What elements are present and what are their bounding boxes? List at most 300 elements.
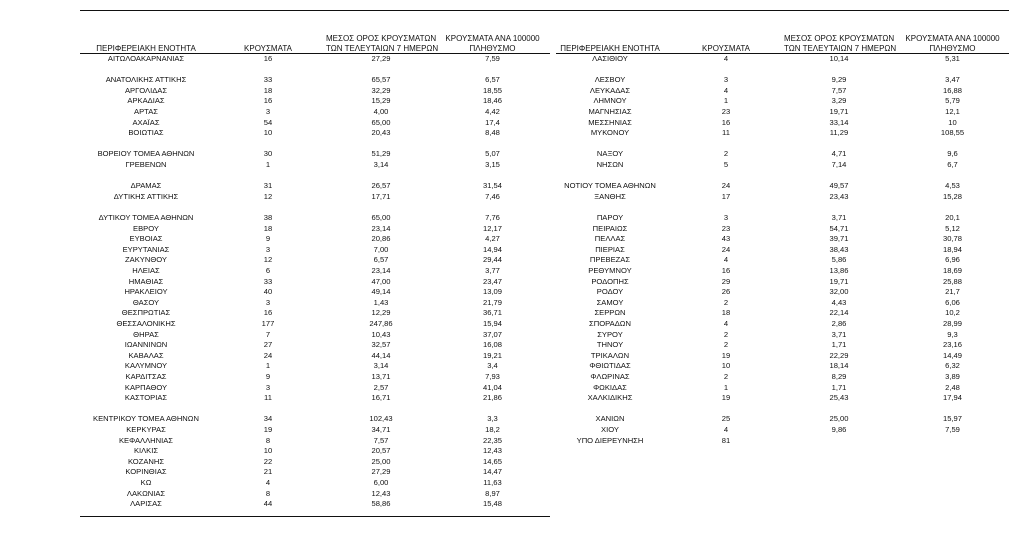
region-cell: ΤΗΝΟΥ	[596, 340, 624, 350]
avg-cell: 65,00	[371, 117, 391, 127]
cases-cell: 10	[263, 128, 273, 138]
region-cell: ΗΡΑΚΛΕΙΟΥ	[124, 287, 168, 297]
avg-cell: 247,86	[369, 319, 393, 328]
cases-cell: 4	[723, 255, 729, 265]
cases-cell: 18	[263, 223, 273, 233]
region-cell: ΚΟΡΙΝΘΙΑΣ	[125, 467, 167, 477]
region-cell: ΗΜΑΘΙΑΣ	[128, 276, 164, 286]
per-cell: 37,07	[482, 329, 502, 339]
per-cell: 25,88	[942, 276, 962, 286]
avg-cell: 23,14	[371, 223, 391, 233]
per-cell: 6,32	[945, 361, 960, 371]
region-cell: ΠΕΙΡΑΙΩΣ	[592, 223, 628, 233]
cases-cell: 33	[263, 276, 273, 286]
cases-cell: 33	[263, 75, 273, 85]
region-cell: ΧΑΛΚΙΔΙΚΗΣ	[587, 393, 633, 403]
avg-cell: 38,43	[829, 244, 849, 254]
table-row	[0, 297, 1018, 308]
region-cell: ΔΥΤΙΚΗΣ ΑΤΤΙΚΗΣ	[113, 191, 179, 201]
table-row	[0, 53, 1018, 64]
cases-cell: 4	[265, 478, 271, 487]
region-cell: ΡΟΔΟΠΗΣ	[591, 276, 629, 286]
table-row	[0, 223, 1018, 234]
avg-cell: 12,43	[371, 488, 391, 498]
region-cell: ΑΙΤΩΛΟΑΚΑΡΝΑΝΙΑΣ	[107, 54, 185, 63]
region-cell: ΓΡΕΒΕΝΩΝ	[125, 160, 167, 169]
per-cell: 18,69	[942, 266, 962, 275]
cases-cell: 2	[723, 372, 729, 381]
per-cell: 7,76	[485, 213, 500, 222]
per-cell: 15,97	[942, 414, 962, 424]
avg-cell: 3,71	[831, 329, 847, 339]
avg-cell: 65,57	[371, 75, 391, 85]
per-cell: 41,04	[482, 382, 502, 392]
avg-cell: 65,00	[371, 213, 391, 222]
per-cell: 10	[948, 117, 957, 127]
per-cell: 18,46	[482, 96, 502, 106]
per-cell: 17,94	[942, 393, 962, 403]
cases-cell: 16	[721, 117, 731, 127]
cases-cell: 8	[265, 488, 271, 498]
table-row	[0, 488, 1018, 499]
region-cell: ΘΕΣΠΡΩΤΙΑΣ	[121, 308, 171, 318]
cases-cell: 3	[265, 297, 271, 307]
region-cell: ΗΛΕΙΑΣ	[132, 266, 160, 275]
table-row	[0, 254, 1018, 265]
avg-cell: 17,71	[371, 191, 391, 201]
cases-cell: 24	[721, 244, 731, 254]
region-cell: ΚΙΛΚΙΣ	[133, 446, 159, 456]
region-cell: ΤΡΙΚΑΛΩΝ	[590, 350, 630, 360]
avg-cell: 6,00	[373, 478, 389, 487]
region-cell: ΑΝΑΤΟΛΙΚΗΣ ΑΤΤΙΚΗΣ	[105, 75, 187, 85]
table-row	[0, 85, 1018, 96]
per-cell: 10,2	[945, 308, 960, 318]
avg-cell: 44,14	[371, 350, 391, 360]
table-row	[0, 360, 1018, 371]
region-cell: ΛΕΣΒΟΥ	[594, 75, 626, 85]
cases-cell: 17	[721, 191, 731, 201]
per-cell: 12,43	[482, 446, 502, 456]
per-cell: 16,08	[482, 340, 502, 350]
table-row	[0, 307, 1018, 318]
per-cell: 31,54	[482, 181, 502, 191]
region-cell: ΑΡΓΟΛΙΔΑΣ	[124, 85, 168, 95]
cases-cell: 19	[263, 425, 273, 434]
table-row	[0, 180, 1018, 191]
cases-cell: 43	[721, 234, 731, 244]
region-cell: ΙΩΑΝΝΙΝΩΝ	[124, 340, 168, 350]
bottom-rule-left	[80, 516, 550, 517]
avg-cell: 3,14	[373, 361, 389, 371]
avg-cell: 27,29	[371, 54, 391, 63]
avg-cell: 49,14	[371, 287, 391, 297]
header-avg-right	[784, 34, 897, 53]
region-cell: ΝΑΞΟΥ	[596, 149, 624, 159]
per-cell: 14,47	[482, 467, 502, 477]
per-cell: 12,17	[482, 223, 502, 233]
per-cell: 16,88	[942, 85, 962, 95]
per-cell: 5,31	[945, 54, 960, 63]
cases-cell: 6	[265, 266, 271, 275]
cases-cell: 3	[723, 213, 729, 222]
table-row	[0, 424, 1018, 435]
cases-cell: 12	[263, 255, 273, 265]
table-row	[0, 498, 1018, 509]
avg-cell: 3,71	[831, 213, 847, 222]
avg-cell: 4,71	[831, 149, 847, 159]
table-row	[0, 456, 1018, 467]
avg-cell: 23,14	[371, 266, 391, 275]
region-cell: ΘΑΣΟΥ	[132, 297, 160, 307]
region-cell: ΛΑΚΩΝΙΑΣ	[126, 488, 166, 498]
table-row	[0, 106, 1018, 117]
per-cell: 21,79	[482, 297, 502, 307]
cases-cell: 21	[263, 467, 273, 477]
region-cell: ΚΑΣΤΟΡΙΑΣ	[124, 393, 168, 403]
table-row	[0, 127, 1018, 138]
region-cell: ΑΡΚΑΔΙΑΣ	[127, 96, 165, 106]
avg-cell: 25,43	[829, 393, 849, 403]
avg-cell: 16,71	[371, 393, 391, 403]
avg-cell: 8,29	[831, 372, 847, 381]
region-cell: ΔΡΑΜΑΣ	[130, 181, 162, 191]
region-cell: ΛΗΜΝΟΥ	[593, 96, 627, 106]
header-per-line2: ΠΛΗΘΥΣΜΟ	[929, 43, 976, 53]
avg-cell: 2,86	[831, 319, 847, 328]
header-cases-text: ΚΡΟΥΣΜΑΤΑ	[702, 44, 750, 53]
table-row	[0, 233, 1018, 244]
region-cell: ΚΑΒΑΛΑΣ	[128, 350, 164, 360]
region-cell: ΦΩΚΙΔΑΣ	[593, 382, 627, 392]
region-cell: ΠΑΡΟΥ	[596, 213, 624, 222]
region-cell: ΞΑΝΘΗΣ	[594, 191, 626, 201]
avg-cell: 32,29	[371, 85, 391, 95]
cases-cell: 10	[263, 446, 273, 456]
region-cell: ΚΟΖΑΝΗΣ	[127, 456, 165, 466]
avg-cell: 32,00	[829, 287, 849, 297]
cases-cell: 2	[723, 297, 729, 307]
region-cell: ΑΧΑΪΑΣ	[132, 117, 160, 127]
per-cell: 2,48	[945, 382, 960, 392]
per-cell: 7,59	[945, 425, 960, 434]
avg-cell: 58,86	[371, 499, 391, 509]
cases-cell: 4	[723, 425, 729, 434]
per-cell: 18,2	[485, 425, 500, 434]
region-cell: ΡΟΔΟΥ	[596, 287, 624, 297]
per-cell: 18,55	[482, 85, 502, 95]
cases-cell: 1	[723, 96, 729, 106]
cases-cell: 4	[723, 85, 729, 95]
avg-cell: 27,29	[371, 467, 391, 477]
cases-cell: 5	[723, 160, 729, 169]
cases-cell: 81	[721, 435, 731, 445]
cases-cell: 22	[263, 456, 273, 466]
table-row	[0, 148, 1018, 159]
avg-cell: 33,14	[829, 117, 849, 127]
cases-cell: 3	[265, 107, 271, 116]
header-avg-line2: ΤΩΝ ΤΕΛΕΥΤΑΙΩΝ 7 ΗΜΕΡΩΝ	[326, 43, 439, 53]
region-cell: ΚΑΡΠΑΘΟΥ	[124, 382, 168, 392]
region-cell: ΔΥΤΙΚΟΥ ΤΟΜΕΑ ΑΘΗΝΩΝ	[98, 213, 194, 222]
header-per-left	[440, 34, 545, 53]
table-row	[0, 339, 1018, 350]
cases-cell: 177	[261, 319, 275, 328]
per-cell: 4,53	[945, 181, 960, 191]
cases-cell: 2	[723, 329, 729, 339]
table-row	[0, 74, 1018, 85]
avg-cell: 51,29	[371, 149, 391, 159]
cases-cell: 16	[721, 266, 731, 275]
per-cell: 17,4	[485, 117, 500, 127]
cases-cell: 27	[263, 340, 273, 350]
avg-cell: 13,71	[371, 372, 391, 381]
table-row	[0, 392, 1018, 403]
per-cell: 7,93	[485, 372, 500, 381]
table-row	[0, 117, 1018, 128]
table-row	[0, 445, 1018, 456]
header-avg-line1: ΜΕΣΟΣ ΟΡΟΣ ΚΡΟΥΣΜΑΤΩΝ	[326, 34, 437, 43]
table-row	[0, 318, 1018, 329]
region-cell: ΛΕΥΚΑΔΑΣ	[589, 85, 631, 95]
per-cell: 19,21	[482, 350, 502, 360]
cases-cell: 19	[721, 350, 731, 360]
cases-cell: 31	[263, 181, 273, 191]
per-cell: 3,89	[945, 372, 960, 381]
avg-cell: 7,00	[373, 244, 389, 254]
cases-cell: 10	[721, 361, 731, 371]
avg-cell: 18,14	[829, 361, 849, 371]
per-cell: 5,12	[945, 223, 960, 233]
per-cell: 13,09	[482, 287, 502, 297]
avg-cell: 1,43	[373, 297, 389, 307]
per-cell: 7,59	[485, 54, 500, 63]
table-row	[0, 350, 1018, 361]
cases-cell: 44	[263, 499, 273, 509]
per-cell: 36,71	[482, 308, 502, 318]
cases-cell: 34	[263, 414, 273, 424]
per-cell: 22,35	[482, 435, 502, 445]
cases-cell: 26	[721, 287, 731, 297]
avg-cell: 10,14	[829, 54, 849, 63]
avg-cell: 4,00	[373, 107, 389, 116]
region-cell: ΛΑΡΙΣΑΣ	[130, 499, 162, 509]
per-cell: 28,99	[942, 319, 962, 328]
avg-cell: 1,71	[831, 340, 847, 350]
per-cell: 8,48	[485, 128, 500, 138]
cases-cell: 30	[263, 149, 273, 159]
region-cell: ΠΕΛΛΑΣ	[594, 234, 626, 244]
per-cell: 3,15	[485, 160, 500, 169]
header-region-text: ΠΕΡΙΦΕΡΕΙΑΚΗ ΕΝΟΤΗΤΑ	[560, 44, 660, 53]
region-cell: ΦΛΩΡΙΝΑΣ	[590, 372, 630, 381]
region-cell: ΚΕΦΑΛΛΗΝΙΑΣ	[118, 435, 174, 445]
cases-cell: 8	[265, 435, 271, 445]
avg-cell: 2,57	[373, 382, 389, 392]
per-cell: 9,6	[947, 149, 958, 159]
header-per-line2: ΠΛΗΘΥΣΜΟ	[469, 43, 516, 53]
region-cell: ΠΙΕΡΙΑΣ	[595, 244, 625, 254]
per-cell: 5,79	[945, 96, 960, 106]
per-cell: 6,7	[947, 160, 958, 169]
table-row	[0, 413, 1018, 424]
region-cell: ΣΕΡΡΩΝ	[594, 308, 626, 318]
cases-cell: 1	[265, 160, 271, 169]
cases-cell: 9	[265, 234, 271, 244]
table-row	[0, 329, 1018, 340]
avg-cell: 4,43	[831, 297, 847, 307]
cases-cell: 4	[723, 319, 729, 328]
per-cell: 5,07	[485, 149, 500, 159]
per-cell: 18,94	[942, 244, 962, 254]
cases-cell: 4	[723, 54, 729, 63]
per-cell: 30,78	[942, 234, 962, 244]
cases-cell: 11	[722, 128, 730, 138]
region-cell: ΜΥΚΟΝΟΥ	[590, 128, 630, 138]
cases-cell: 23	[721, 223, 731, 233]
per-cell: 15,94	[482, 319, 502, 328]
per-cell: 6,96	[945, 255, 960, 265]
cases-cell: 16	[263, 96, 273, 106]
table-row	[0, 212, 1018, 223]
avg-cell: 22,29	[829, 350, 849, 360]
per-cell: 3,47	[945, 75, 960, 85]
region-cell: ΝΟΤΙΟΥ ΤΟΜΕΑ ΑΘΗΝΩΝ	[564, 181, 656, 191]
cases-cell: 29	[721, 276, 731, 286]
cases-cell: 16	[263, 54, 273, 63]
per-cell: 14,49	[942, 350, 962, 360]
per-cell: 6,57	[485, 75, 500, 85]
per-cell: 20,1	[945, 213, 960, 222]
per-cell: 3,3	[487, 414, 498, 424]
cases-cell: 1	[265, 361, 271, 371]
avg-cell: 3,29	[831, 96, 847, 106]
per-cell: 23,47	[482, 276, 502, 286]
avg-cell: 26,57	[371, 181, 391, 191]
avg-cell: 19,71	[829, 107, 849, 116]
per-cell: 108,55	[940, 128, 965, 138]
avg-cell: 54,71	[829, 223, 849, 233]
per-cell: 23,16	[942, 340, 962, 350]
avg-cell: 23,43	[829, 191, 849, 201]
table-row	[0, 276, 1018, 287]
cases-cell: 18	[721, 308, 731, 318]
table-row	[0, 466, 1018, 477]
region-cell: ΣΑΜΟΥ	[596, 297, 624, 307]
cases-cell: 7	[265, 329, 271, 339]
region-cell: ΕΥΒΟΙΑΣ	[129, 234, 163, 244]
avg-cell: 15,29	[371, 96, 391, 106]
avg-cell: 102,43	[369, 414, 393, 424]
region-cell: ΧΙΟΥ	[601, 425, 619, 434]
cases-cell: 12	[263, 191, 273, 201]
cases-cell: 25	[721, 414, 731, 424]
cases-cell: 24	[721, 181, 731, 191]
header-avg-line2: ΤΩΝ ΤΕΛΕΥΤΑΙΩΝ 7 ΗΜΕΡΩΝ	[784, 43, 897, 53]
avg-cell: 5,86	[831, 255, 847, 265]
header-avg-line1: ΜΕΣΟΣ ΟΡΟΣ ΚΡΟΥΣΜΑΤΩΝ	[784, 34, 895, 43]
table-row	[0, 435, 1018, 446]
table-row	[0, 244, 1018, 255]
region-cell: ΖΑΚΥΝΘΟΥ	[125, 255, 167, 265]
cases-cell: 11	[264, 393, 272, 403]
per-cell: 14,94	[482, 244, 502, 254]
avg-cell: 12,29	[371, 308, 391, 318]
per-cell: 21,7	[945, 287, 960, 297]
avg-cell: 32,57	[371, 340, 391, 350]
table-row	[0, 191, 1018, 202]
avg-cell: 20,43	[371, 128, 391, 138]
per-cell: 11,63	[483, 478, 502, 487]
region-cell: ΣΥΡΟΥ	[597, 329, 623, 339]
header-avg-left	[326, 34, 439, 53]
header-cases-text: ΚΡΟΥΣΜΑΤΑ	[244, 44, 292, 53]
table-row	[0, 382, 1018, 393]
region-cell: ΚΑΛΥΜΝΟΥ	[124, 361, 168, 371]
table-row	[0, 95, 1018, 106]
region-cell: ΜΕΣΣΗΝΙΑΣ	[588, 117, 632, 127]
per-cell: 14,65	[482, 456, 502, 466]
region-cell: ΒΟΙΩΤΙΑΣ	[128, 128, 164, 138]
cases-cell: 23	[721, 107, 731, 116]
region-cell: ΥΠΟ ΔΙΕΡΕΥΝΗΣΗ	[576, 435, 644, 445]
header-region-text: ΠΕΡΙΦΕΡΕΙΑΚΗ ΕΝΟΤΗΤΑ	[96, 44, 196, 53]
avg-cell: 25,00	[371, 456, 391, 466]
avg-cell: 10,43	[371, 329, 391, 339]
per-cell: 3,77	[485, 266, 500, 275]
per-cell: 15,48	[482, 499, 502, 509]
per-cell: 21,86	[482, 393, 502, 403]
region-cell: ΛΑΣΙΘΙΟΥ	[592, 54, 628, 63]
avg-cell: 9,29	[831, 75, 847, 85]
avg-cell: 34,71	[371, 425, 391, 434]
avg-cell: 47,00	[371, 276, 391, 286]
region-cell: ΧΑΝΙΩΝ	[595, 414, 625, 424]
avg-cell: 19,71	[829, 276, 849, 286]
per-cell: 6,06	[945, 297, 960, 307]
avg-cell: 7,57	[831, 85, 847, 95]
avg-cell: 49,57	[829, 181, 849, 191]
region-cell: ΕΥΡΥΤΑΝΙΑΣ	[122, 244, 170, 254]
per-cell: 3,4	[487, 361, 498, 371]
per-cell: 4,42	[485, 107, 500, 116]
region-cell: ΘΗΡΑΣ	[133, 329, 159, 339]
per-cell: 15,28	[942, 191, 962, 201]
region-cell: ΡΕΘΥΜΝΟΥ	[588, 266, 632, 275]
avg-cell: 22,14	[829, 308, 849, 318]
per-cell: 4,27	[485, 234, 500, 244]
avg-cell: 25,00	[829, 414, 849, 424]
table-row	[0, 159, 1018, 170]
cases-cell: 9	[265, 372, 271, 381]
cases-cell: 2	[723, 340, 729, 350]
header-per-line1: ΚΡΟΥΣΜΑΤΑ ΑΝΑ 100000	[905, 34, 1000, 43]
avg-cell: 1,71	[831, 382, 847, 392]
cases-cell: 54	[263, 117, 273, 127]
per-cell: 9,3	[947, 329, 958, 339]
avg-cell: 13,86	[829, 266, 849, 275]
table-row	[0, 371, 1018, 382]
cases-cell: 3	[723, 75, 729, 85]
region-cell: ΜΑΓΝΗΣΙΑΣ	[588, 107, 632, 116]
avg-cell: 11,29	[829, 128, 849, 138]
table-row	[0, 265, 1018, 276]
table-row	[0, 477, 1018, 488]
avg-cell: 7,57	[373, 435, 389, 445]
avg-cell: 39,71	[829, 234, 849, 244]
region-cell: ΚΩ	[140, 478, 152, 487]
avg-cell: 9,86	[831, 425, 847, 434]
